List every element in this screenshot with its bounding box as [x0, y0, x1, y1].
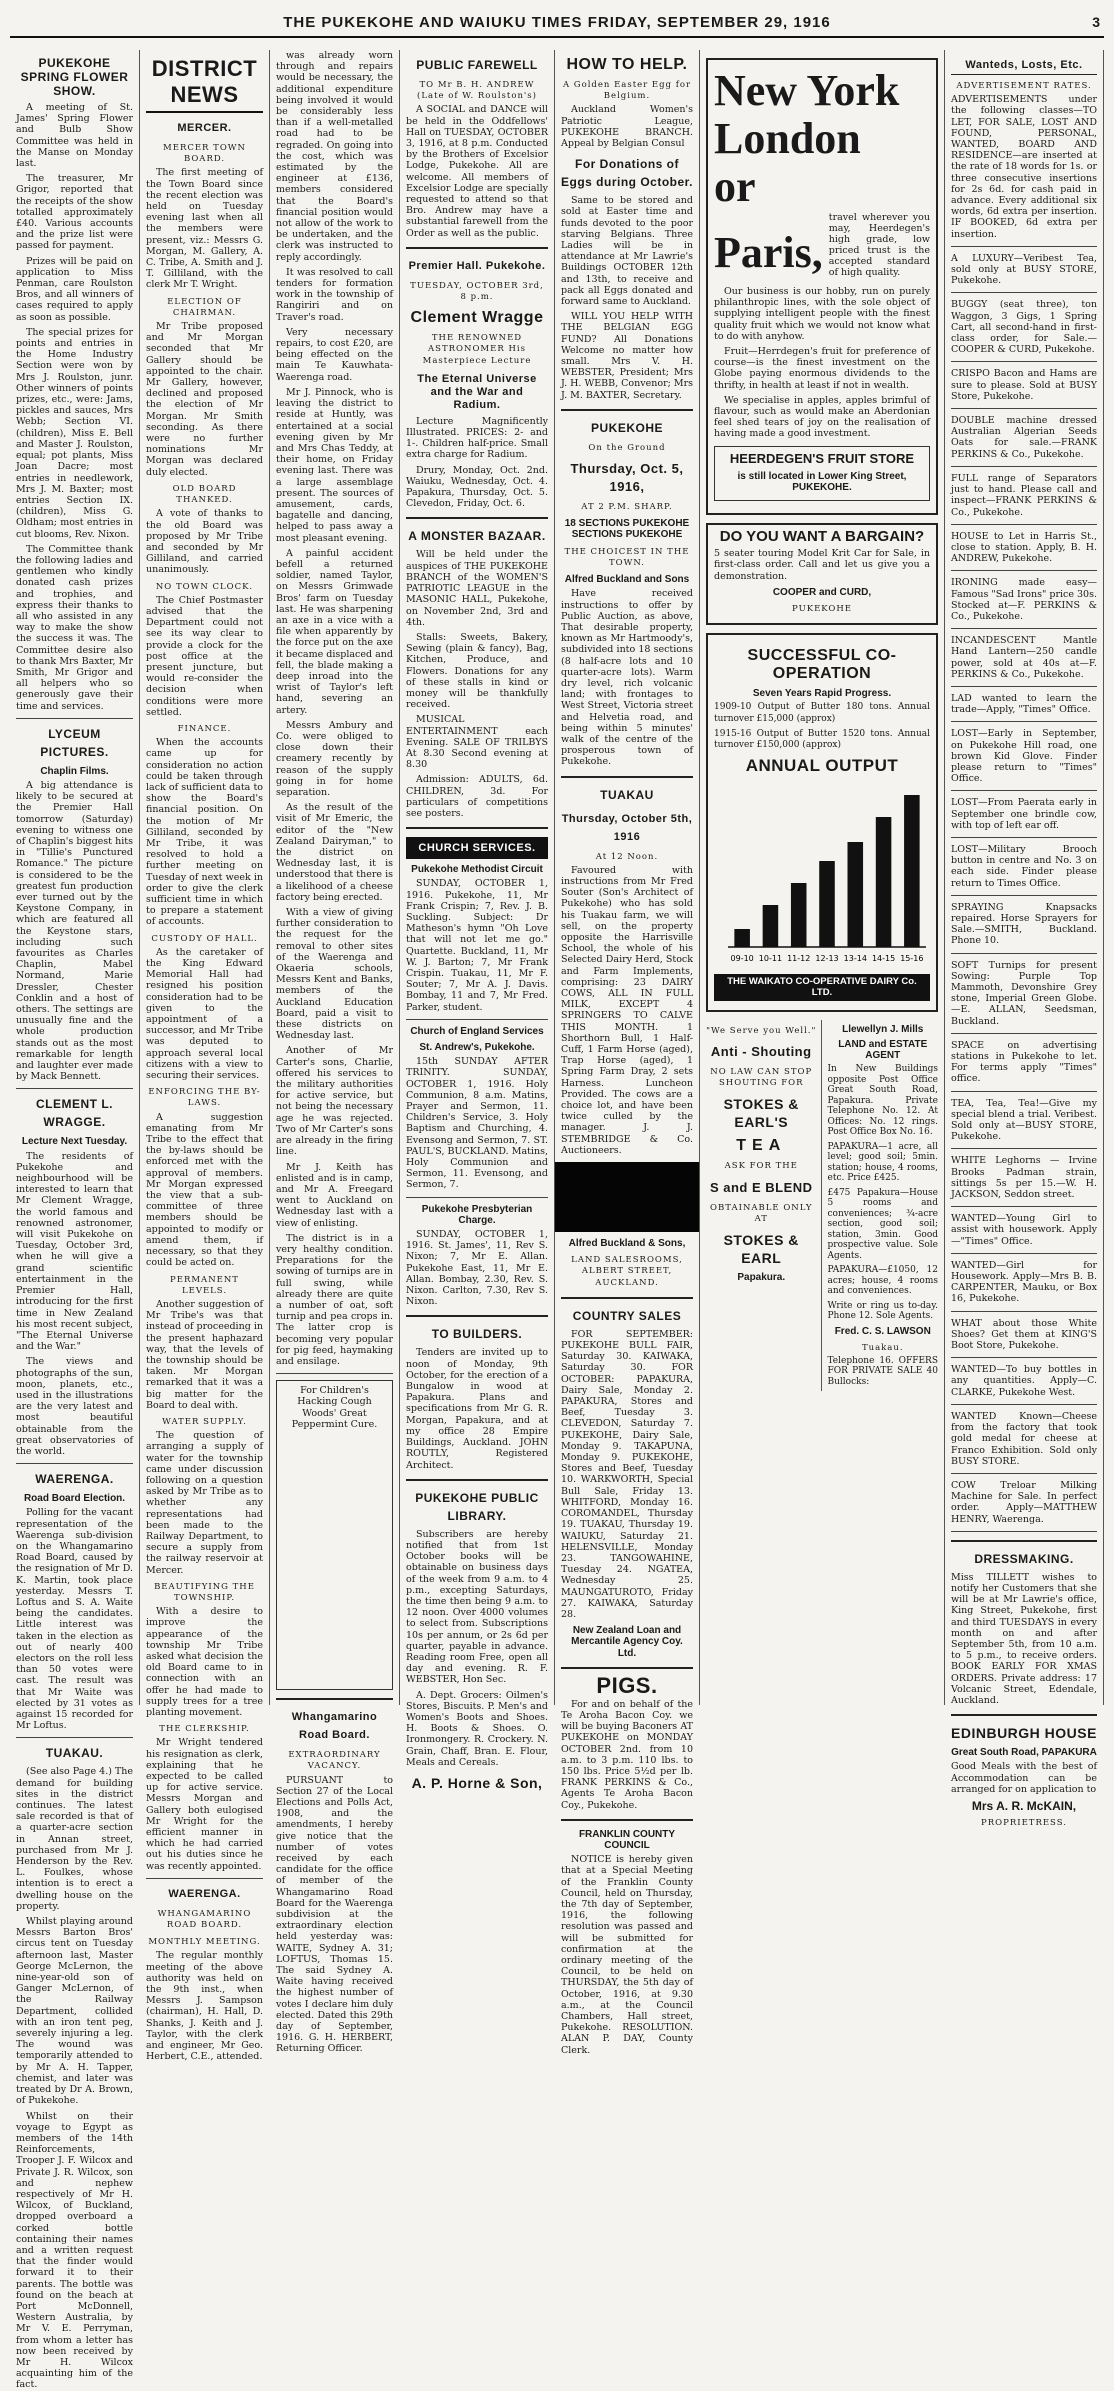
- annual-output-chart: [714, 779, 934, 969]
- headline: Thursday, October 5th, 1916: [561, 812, 693, 843]
- headline: PUKEKOHE SPRING FLOWER SHOW.: [20, 56, 129, 98]
- headline: PUBLIC FAREWELL: [416, 58, 538, 72]
- ad-text: Telephone 16. OFFERS FOR PRIVATE SALE 40 Bullocks:: [827, 1355, 938, 1387]
- bar-13-14: [848, 842, 864, 947]
- divider: [406, 247, 548, 249]
- tick-label: 09-10: [730, 954, 754, 964]
- classified-item: FULL range of Separators just to hand. Please call and inspect—FRANK PERKINS & Co., Pukekohe.: [951, 472, 1097, 518]
- subhead: Chaplin Films.: [40, 765, 109, 777]
- ad-peppermint-cure: [276, 1380, 393, 1690]
- divider: [276, 1698, 393, 1700]
- classified-item: SPRAYING Knapsacks repaired. Horse Sprayers for Sale.—SMITH, Buckland. Phone 10.: [951, 901, 1097, 947]
- paragraph: Whilst playing around Messrs Barton Bros' circus tent on Tuesday afternoon last, Master George McLernon, the nine-year-old son of Ganger McLernon, of the Railway Department, collided with an iron tent peg, severely injuring a leg. The wound was temporarily attended to by Mr A. H. Tapper, chemist, and later was treated by Dr A. Brown, of Pukekohe.: [16, 1916, 133, 2107]
- paris-row: [714, 212, 930, 278]
- paragraph: Mr Tribe proposed and Mr Morgan seconded that Mr Gallery should be appointed to the chair. Mr Gallery, however, declined and proposed the election of Mr Morgan. Mr Smith seconding. As there were no further nominations Mr Morgan was declared duly elected.: [146, 321, 263, 478]
- city-name: London: [714, 114, 861, 163]
- ad-text: OBTAINABLE ONLY AT: [710, 1202, 813, 1224]
- headline: Premier Hall. Pukekohe.: [408, 259, 546, 272]
- ad-text: Fruit—Herrdegen's fruit for preference of course—is the finest investment on the Globe paying enormous dividends to the thrifty, in health at least if not in wealth.: [714, 346, 930, 391]
- paragraph: Mr J. Pinnock, who is leaving the district to reside at Huntly, was entertained at a social evening given by Mr and Mrs Chas Teddy, at their home, on Friday evening last. There was a large assemblage present. The sources of amusement, cards, bagatelle and dancing, helped to pass away a most pleasant evening.: [276, 386, 393, 544]
- paragraph: A suggestion emanating from Mr Tribe to the effect that the by-laws should be enforced met with the approval of members. Mr Morgan expressed the view that a sub-committee of three members should be appointed to modify or amend them, if necessary, so that they could be acted on.: [146, 1111, 263, 1269]
- subhead: TO Mr B. H. ANDREW (Late of W. Roulston's): [417, 80, 537, 102]
- classified-item: COW Treloar Milking Machine for Sale. In perfect order. Apply—MATTHEW HENRY, Waerenga.: [951, 1479, 1097, 1525]
- classified-item: TEA, Tea, Tea!—Give my special blend a trial. Veribest. Sold only at—BUSY STORE, Pukekohe.: [951, 1097, 1097, 1143]
- paragraph: WILL YOU HELP WITH THE BELGIAN EGG FUND? All Donations Welcome no matter how small. Mrs V. H. WEBSTER, President; Mrs J. H. WEBB, Convenor; Mrs J. M. BAXTER, Secretary.: [561, 311, 693, 401]
- headline: WAERENGA.: [35, 1472, 114, 1487]
- subhead: A Golden Easter Egg for Belgium.: [562, 80, 692, 102]
- divider: [951, 1206, 1097, 1207]
- divider: [406, 827, 548, 829]
- divider: [561, 409, 693, 411]
- column-1: [10, 50, 140, 2391]
- paragraph: The views and photographs of the sun, moon, planets, etc., used in the illustrations are the very latest and most beautiful obtainable from the great observatories of the world.: [16, 1356, 133, 1457]
- subhead: WATER SUPPLY.: [162, 1416, 247, 1427]
- paragraph: A painful accident befell a returned soldier, named Taylor, on Messrs Grimwade Bros' farm on Tuesday last. He was sharpening an axe in a vice with a file when apparently by the force put on the axe it became displaced and fell, the blade making a deep inroad into the wrist of Taylor's left hand, severing an artery.: [276, 547, 393, 716]
- divider: [146, 1878, 263, 1879]
- paragraph: Very necessary repairs, to cost £20, are being effected on the main Te Kauwhata-Waerenga road.: [276, 326, 393, 383]
- ad-text: NO LAW CAN STOP SHOUTING FOR: [710, 1066, 813, 1089]
- city-name: or: [714, 162, 756, 211]
- divider: [561, 1297, 693, 1299]
- divider: [951, 466, 1097, 467]
- paragraph: The special prizes for points and entries in the Home Industry Section were won by Mrs J. Roulston, junr. Other winners of points prizes, etc., were: Jams, pickles and sauces, Mrs Webb; Section VI. (children), Miss E. Bell and Master J. Roulston, equal; pot plants, Miss Joan Dacre; most entries in needlework, Mrs J. M. Baxter; most entries Section IX. (children), Miss G. Oldham; most entries in cut blooms, Rev. Nixon.: [16, 326, 133, 540]
- subhead: New Zealand Loan and Mercantile Agency Coy. Ltd.: [571, 1625, 683, 1659]
- divider: [951, 1357, 1097, 1358]
- subhead: FINANCE.: [177, 723, 232, 734]
- classified-item: CRISPO Bacon and Hams are sure to please. Sold at BUSY Store, Pukekohe.: [951, 368, 1097, 402]
- divider: [561, 776, 693, 778]
- subhead: St. Andrew's, Pukekohe.: [419, 1042, 535, 1053]
- divider: [406, 517, 548, 519]
- section-title: DISTRICT NEWS: [146, 56, 263, 113]
- headline: CLEMENT L. WRAGGE.: [36, 1097, 113, 1130]
- headline: For Donations of Eggs during October.: [561, 157, 694, 190]
- column-4: [400, 50, 555, 1791]
- paragraph: The Chief Postmaster advised that the Department could not see its way clear to provide a clock for the post office at the present juncture, but would re-consider the decision when conditions were more settled.: [146, 594, 263, 718]
- classified-item: WANTED—Girl for Housework. Apply—Mrs B. B. CARPENTER, Mauku, or Box 16, Pukekohe.: [951, 1259, 1097, 1305]
- paragraph: Whilst on their voyage to Egypt as members of the 14th Reinforcements, Trooper J. F. Wilcox and Private J. R. Wilcox, son and nephew respectively of Mr H. Wilcox, of Buckland, dropped overboard a corked bottle containing their names and a written request that the finder would forward it to their parents. The bottle was found on the beach at Port McDonnell, Western Australia, by Mr V. E. Perryman, from whom a letter has now been received by Mr H. Wilcox acquainting him of the fact.: [16, 2110, 133, 2391]
- redacted-block: [555, 1162, 699, 1232]
- paragraph: Another of Mr Carter's sons, Charlie, offered his services to the military authorities for active service, but not being the necessary age he was rejected. Two of Mr Carter's sons are already in the firing line.: [276, 1045, 393, 1158]
- ad-title: S and E BLEND: [709, 1179, 813, 1195]
- divider: [951, 1404, 1097, 1405]
- headline: Clement Wragge: [410, 309, 544, 327]
- city-name: New York: [714, 66, 900, 115]
- subhead: NO TOWN CLOCK.: [155, 581, 254, 592]
- headline: PUKEKOHE PUBLIC LIBRARY.: [415, 1490, 539, 1523]
- column-6: [700, 50, 945, 1705]
- ad-text: "We Serve you Well.": [706, 1025, 817, 1036]
- paragraph: With a desire to improve the appearance of the township Mr Tribe asked what decision the old Board came to in connection with an offer he had made to supply trees for a tree planting movement.: [146, 1606, 263, 1719]
- tick-label: 12-13: [815, 954, 839, 964]
- ad-title: Anti - Shouting: [710, 1043, 812, 1059]
- subhead: 18 SECTIONS PUKEKOHE SECTIONS PUKEKOHE: [564, 518, 690, 541]
- ad-title: SUCCESSFUL CO-OPERATION: [747, 647, 897, 683]
- paragraph: SUNDAY, OCTOBER 1, 1916. St. James', 11, Rev S. Nixon; 7, Mr E. Allan. Pukekohe East, 11, Mr E. Allan. Bombay, 2.30, Rev. S. Nixon. Carlton, 7.30, Rev S. Nixon.: [406, 1229, 548, 1308]
- divider: [951, 408, 1097, 409]
- subhead: Alfred Buckland & Sons,: [568, 1238, 686, 1250]
- paragraph: MUSICAL ENTERTAINMENT each Evening. SALE OF TRILBYS At 8.30 Second evening at 8.30: [406, 714, 548, 771]
- divider: [16, 1737, 133, 1738]
- classified-item: HOUSE to Let in Harris St., close to station. Apply, B. H. ANDREW, Pukekohe.: [951, 530, 1097, 565]
- subhead: Great South Road, PAPAKURA: [951, 1747, 1097, 1759]
- paragraph: Admission: ADULTS, 6d. CHILDREN, 3d. For particulars of competitions see posters.: [406, 774, 548, 819]
- store-name: HEERDEGEN'S FRUIT STORE: [729, 450, 915, 466]
- bar-11-12: [791, 883, 807, 947]
- subhead: Lecture Next Tuesday.: [21, 1136, 128, 1148]
- subhead: AT 2 P.M. SHARP.: [581, 502, 673, 513]
- ad-text: 5 seater touring Model Krit Car for Sale, in first-class order. Call and let us give you a demonstration.: [714, 548, 930, 582]
- divider: [951, 1473, 1097, 1474]
- divider: [951, 686, 1097, 687]
- paragraph: SUNDAY, OCTOBER 1, 1916. Pukekohe, 11, Mr Frank Crispin; 7, Rev. J. B. Suckling. Subject: Dr Matheson's hymn "Oh Love that will not let me go." Quartette. Buckland, 11, Mr W. J. Barton; 7, Mr Frank Crispin. Tuakau, 11, Mr F. Souter; 7, Mr A. J. Davis. Bombay, 11 and 7, Mr Fred. Parker, student.: [406, 878, 548, 1013]
- headline: HOW TO HELP.: [566, 56, 688, 73]
- subhead: PERMANENT LEVELS.: [170, 1274, 239, 1296]
- paragraph: As the caretaker of the King Edward Memorial Hall had resigned his position consideration had to be given to the appointment of a successor, and Mr Tribe was deputed to approach several local citizens with a view to securing their services.: [146, 946, 263, 1082]
- divider: [406, 1197, 548, 1198]
- classified-item: WANTED Known—Cheese from the factory that took gold medal for cheese at Franco Exhibition. Sold only BUSY STORE.: [951, 1410, 1097, 1467]
- headline: A MONSTER BAZAAR.: [408, 529, 546, 544]
- tick-label: 13-14: [843, 954, 867, 964]
- classified-item: WHAT about those White Shoes? Get them at KING'S Boot Store, Pukekohe.: [951, 1317, 1097, 1352]
- ad-title: STOKES & EARL: [723, 1231, 799, 1266]
- ad-title: Llewellyn J. Mills: [842, 1023, 924, 1035]
- ad-advertiser: COOPER and CURD,: [772, 586, 872, 598]
- classified-item: WHITE Leghorns — Irvine Brooks Padman strain, sittings 5s per 15.—W. H. JACKSON, Seddon street.: [951, 1155, 1097, 1201]
- ad-subtitle: Seven Years Rapid Progress.: [752, 688, 892, 700]
- paragraph: Good Meals with the best of Accommodation can be arranged for on application to: [951, 1761, 1097, 1795]
- subhead: ADVERTISEMENT RATES.: [956, 81, 1092, 91]
- divider: [951, 837, 1097, 838]
- paragraph: Mr Wright tendered his resignation as clerk, explaining that he expected to be called up for active service. Messrs Morgan and Gallery both eulogised Mr Wright for the efficient manner in which he had carried out his duties since he was recently appointed.: [146, 1737, 263, 1872]
- subhead: Pukekohe Presbyterian Charge.: [421, 1203, 533, 1226]
- divider: [951, 953, 1097, 954]
- paragraph: Same to be stored and sold at Easter time and funds devoted to the poor starving Belgians. Three Ladies will be in attendance at Mr Lawrie's Buildings OCTOBER 12th and 13th, to receive and pack all Eggs donated and forward same to Auckland.: [561, 195, 693, 308]
- bargain-ad: [706, 523, 938, 625]
- paragraph: For and on behalf of the Te Aroha Bacon Coy. we will be buying Baconers AT PUKEKOHE on MONDAY OCTOBER 2nd. from 10 a.m. to 3 p.m. 110 lbs. to 150 lbs. Price 5½d per lb. FRANK PERKINS & Co., Agents Te Aroha Bacon Coy., Pukekohe.: [561, 1698, 693, 1811]
- paragraph: Drury, Monday, Oct. 2nd. Waiuku, Wednesday, Oct. 4. Papakura, Thursday, Oct. 5. Clevedon, Friday, Oct. 6.: [406, 464, 548, 510]
- paragraph: A vote of thanks to the old Board was proposed by Mr Tribe and seconded by Mr Gilliland, and carried unanimously.: [146, 508, 263, 576]
- column-5: [555, 50, 700, 2056]
- divider: [951, 1148, 1097, 1149]
- bar-14-15: [876, 817, 892, 947]
- paragraph: Will be held under the auspices of THE PUKEKOHE BRANCH of the WOMEN'S PATRIOTIC LEAGUE in the MASONIC HALL, Pukekohe, on November 2nd, 3rd and 4th.: [406, 549, 548, 628]
- mills-ad: [828, 1020, 939, 1392]
- divider: [406, 1315, 548, 1317]
- heerdegen-ad: [706, 58, 938, 515]
- divider: [951, 1311, 1097, 1312]
- paragraph: PURSUANT to Section 27 of the Local Elections and Polls Act, 1908, and the amendments, I hereby give notice that the number of votes received by each candidate for the office of member of the Whangamarino Road Board for the Waerenga subdivision at the extraordinary election held yesterday was: WAITE, Sydney A. 31; LOFTUS, Thomas 15. The said Sydney A. Waite having received the highest number of votes I declare him duly elected. Dated this 29th day of September, 1916. G. H. HERBERT, Returning Officer.: [276, 1774, 393, 2055]
- divider: [16, 1463, 133, 1464]
- paragraph: A. Dept. Grocers: Oilmen's Stores, Biscuits. P. Men's and Women's Boots and Shoes. H. Boots & Shoes. O. Ironmongery. R. Crockery. N. Grain, Chaff, Bran. E. Flour, Meals and Cereals.: [406, 1689, 548, 1768]
- ad-text: PAPAKURA—£1050, 12 acres; house, 4 rooms and conveniences.: [827, 1265, 938, 1297]
- paragraph: When the accounts came up for consideration no action could be taken through lack of sufficient data to show the Board's financial position. On the motion of Mr Gilliland, seconded by Mr Tribe, it was resolved to hold a further meeting on Tuesday of next week in order to give the clerk sufficient time in which to prepare a statement of accounts.: [146, 737, 263, 928]
- tick-label: 15-16: [900, 954, 924, 964]
- paragraph: NOTICE is hereby given that at a Special Meeting of the Franklin County Council, held on Thursday, the 7th day of September, 1916, the following resolution was passed and will be submitted for confirmation at the ordinary meeting of the Council, to be held on THURSDAY, the 5th day of October, 1916, at 9.30 a.m., at the Council Chambers, Hall street, Pukekohe. RESOLUTION. ALAN P. DAY, County Clerk.: [561, 1854, 693, 2056]
- divider: [16, 718, 133, 719]
- paragraph: A meeting of St. James' Spring Flower and Bulb Show Committee was held in the Manse on Monday last.: [16, 102, 133, 170]
- classified-item: LOST—Early in September, on Pukekohe Hill road, one brown Kid Glove. Finder please return to "Times" Office.: [951, 728, 1097, 785]
- headline: EDINBURGH HOUSE: [951, 1725, 1097, 1742]
- paragraph: The residents of Pukekohe and neighbourhood will be interested to learn that Mr Clement Wragge, the world famous and renowned astronomer, will visit Pukekohe on Tuesday, October 3rd, when he will give a grand scientific entertainment in the Premier Hall, introducing for the first time in New Zealand his most recent subject, "The Eternal Universe and the War.": [16, 1150, 133, 1353]
- paragraph: Subscribers are hereby notified that from 1st October books will be obtainable on business days of the week from 9 a.m. to 4 p.m., excepting Saturdays, the time then being 9 a.m. to 12 noon. Over 4000 volumes to select from. Subscriptions 10s per annum, or 2s 6d per quarter, payable in advance. Reading room Free, open all day and evening. R. F. WEBSTER, Hon Sec.: [406, 1528, 548, 1686]
- ad-title: Fred. C. S. LAWSON: [834, 1325, 931, 1337]
- subhead: MONTHLY MEETING.: [148, 1937, 261, 1948]
- paragraph: (See also Page 4.) The demand for building sites in the district continues. The latest sale recorded is that of a quarter-acre section in Annan street, purchased from Mr J. Henderson by the Rev. L. Foulkes, whose intention is to erect a dwelling house on the property.: [16, 1766, 134, 1912]
- subhead: THE CLERKSHIP.: [159, 1724, 250, 1735]
- paragraph: As the result of the visit of Mr Emeric, the editor of the "New Zealand Dairyman," to the district on Wednesday last, it is understood that there is a likelihood of a cheese factory being erected.: [276, 802, 393, 903]
- divider: [406, 1479, 548, 1481]
- subhead: PROPRIETRESS.: [981, 1818, 1067, 1829]
- paragraph: It was resolved to call tenders for formation work in the township of Rangiriri and on Traver's road.: [276, 266, 393, 323]
- divider: [406, 1019, 548, 1020]
- ad-title: TEA: [736, 1137, 787, 1155]
- classified-item: BUGGY (seat three), ton Waggon, 3 Gigs, 1 Spring Cart, all second-hand in first-class order, for Sale.—COOPER & CURD, Pukekohe.: [951, 299, 1097, 356]
- divider: [276, 1373, 393, 1374]
- ad-text: 1915-16 Output of Butter 1520 tons. Annual turnover £150,000 (approx): [714, 728, 930, 751]
- classified-item: A LUXURY—Veribest Tea, sold only at BUSY STORE, Pukekohe.: [951, 252, 1097, 287]
- divider: [951, 1033, 1097, 1034]
- classified-item: LAD wanted to learn the trade—Apply, "Times" Office.: [951, 692, 1097, 716]
- subhead: Church of England Services: [410, 1025, 544, 1037]
- ad-text: PAPAKURA—1 acre, all level; good soil; 5min. station; house, 4 rooms, etc. Price £425.: [827, 1141, 938, 1184]
- ad-text: In New Buildings opposite Post Office Great South Road, Papakura. Private Telephone No. 12. At Offices: No. 12 rings. Post Office Box No. 16.: [827, 1064, 938, 1138]
- headline: MERCER.: [177, 122, 232, 134]
- paragraph: Another suggestion of Mr Tribe's was that instead of proceeding in the present haphazard way, that the levels of the township should be taken. Mr Morgan remarked that it was a big matter for the Board to deal with.: [146, 1298, 263, 1411]
- divider: [951, 570, 1097, 571]
- ad-text: travel wherever you may, Heerdegen's high grade, low priced trust is the accepted standard of high quality.: [828, 212, 930, 278]
- subhead: ELECTION OF CHAIRMAN.: [167, 296, 242, 318]
- paragraph: With a view of giving further consideration to the request for the removal to other sites of the Waerenga and Okaeria schools, Messrs Kent and Banks, members of the Auckland Education Board, paid a visit to these districts on Wednesday last.: [276, 907, 393, 1042]
- paragraph: Miss TILLETT wishes to notify her Customers that she will be at Mr Lawrie's office, King Street, Pukekohe, first and third TUESDAYS in every month on and after September 5th, from 10 a.m. to 5 p.m., to receive orders. BOOK EARLY FOR XMAS ORDERS. Private address: 17 Volcanic Street, Edendale, Auckland.: [951, 1571, 1097, 1706]
- ad-subtitle: LAND and ESTATE AGENT: [838, 1039, 928, 1061]
- subhead: Road Board Election.: [23, 1493, 126, 1505]
- divider: [951, 1714, 1097, 1716]
- divider: [951, 361, 1097, 362]
- divider: [951, 1540, 1097, 1542]
- ad-location: PUKEKOHE: [792, 604, 852, 615]
- column-3: [270, 50, 400, 2055]
- subhead: EXTRAORDINARY VACANCY.: [288, 1750, 381, 1772]
- paragraph: Lecture Magnificently Illustrated. PRICES: 2- and 1-. Children half-price. Small extra charge for Radium.: [406, 415, 548, 461]
- paragraph: The district is in a very healthy condition. Preparations for the sowing of turnips are in full swing, while already there are quite a number of oat, soft turnip and pea crops in. The latter crop is becoming very popular for pig feed, haymaking and ensilage.: [276, 1232, 393, 1367]
- subhead: FRANKLIN COUNTY COUNCIL: [578, 1828, 676, 1851]
- paragraph: Have received instructions to offer by Public Auction, as above, That desirable property, known as Mr Hartmoody's, subdivided into 18 sections (8 half-acre lots and 10 quarter-acre lots). Warm dry level, rich volcanic land; with frontages to West Street, Victoria street and Helvetia road, and being within 5 minutes' walk of the centre of the prosperous town of Pukekohe.: [561, 588, 693, 768]
- ad-title: STOKES & EARL'S: [723, 1096, 799, 1131]
- paragraph: A SOCIAL and DANCE will be held in the Oddfellows' Hall on TUESDAY, OCTOBER 3, 1916, at 8 p.m. Conducted by the Brothers of Excelsior Lodge, Pukekohe. All are welcome. All members of Excelsior Lodge are specially requested to attend so that Bro. Andrew may have a substantial farewell from the Order as well as the public.: [406, 104, 548, 239]
- chart-title: ANNUAL OUTPUT: [745, 756, 899, 776]
- subhead: MERCER TOWN BOARD.: [163, 143, 246, 165]
- section-title: Wanteds, Losts, Etc.: [951, 56, 1097, 75]
- paragraph: The regular monthly meeting of the above authority was held on the 9th inst., when Messrs J. Sampson (chairman), H. Hall, D. Shanks, J. Keith and J. Taylor, with the clerk and engineer, Mr Geo. Herbert, C.E., attended.: [146, 1950, 263, 2063]
- masthead-title: THE PUKEKOHE AND WAIUKU TIMES FRIDAY, SEPTEMBER 29, 1916: [283, 14, 831, 31]
- bar-10-11: [763, 905, 779, 947]
- headline: Whangamarino Road Board.: [291, 1711, 378, 1742]
- store-box: [714, 446, 930, 501]
- tick-label: 14-15: [871, 954, 896, 964]
- subhead: Pukekohe Methodist Circuit: [411, 864, 543, 876]
- classified-item: SPACE on advertising stations in Pukekohe to let. For terms apply "Times" office.: [951, 1039, 1097, 1085]
- headline: A. P. Horne & Son,: [411, 1774, 543, 1791]
- tick-label: 10-11: [758, 954, 783, 964]
- headline: TO BUILDERS.: [431, 1327, 523, 1342]
- divider: [951, 1253, 1097, 1254]
- ad-text: ASK FOR THE: [724, 1161, 798, 1172]
- headline: TUAKAU: [600, 787, 654, 802]
- chart-footer: THE WAIKATO CO-OPERATIVE DAIRY Co. LTD.: [714, 974, 930, 1000]
- paragraph: Prizes will be paid on application to Miss Penman, care Roulston Bros, and all winners of cases required to apply as soon as possible.: [16, 255, 133, 323]
- subhead: Alfred Buckland and Sons: [564, 574, 690, 586]
- paragraph: 15th SUNDAY AFTER TRINITY. SUNDAY, OCTOBER 1, 1916. Holy Communion, 8 a.m. Matins, Prayer and Sermon, 11. Children's Service, 3. Holy Baptism and Churching, 4. Evensong and Sermon, 7. ST. PAUL'S, BUCKLAND. Matins, Holy Communion and Sermon, 11. Evensong, and Sermon, 7.: [406, 1056, 548, 1191]
- ad-location: Tuakau.: [861, 1343, 904, 1354]
- subhead: ENFORCING THE BY-LAWS.: [148, 1087, 261, 1109]
- classified-item: WANTED—Young Girl to assist with housework. Apply—"Times" Office.: [951, 1213, 1097, 1247]
- ad-text: £475 Papakura—House 5 rooms and conveniences; ¾-acre section, good soil; station, 3min. Good prospective value. Sole Agents.: [827, 1187, 938, 1261]
- headline: TUAKAU.: [45, 1746, 104, 1761]
- paragraph: Tenders are invited up to noon of Monday, 9th October, for the erection of a Bungalow in wood at Papakura. Plans and specifications from Mr G. R. Morgan, Papakura, and at my office 28 Empire Buildings, Auckland. JOHN ROUTLY, Registered Architect.: [406, 1347, 548, 1471]
- classified-item: DOUBLE machine dressed Australian Algerian Seeds Oats for sale.—FRANK PERKINS & Co., Pukekohe.: [951, 415, 1097, 460]
- divider: [951, 246, 1097, 247]
- paragraph: The treasurer, Mr Grigor, reported that the receipts of the show totalled approximately £40. Various accounts and the prize list were passed for payment.: [16, 173, 133, 252]
- paragraph: The first meeting of the Town Board since the recent election was held on Tuesday evening last when all the members were present, viz.: Messrs G. Morgan, M. Gallery, A. C. Tribe, A. Smith and J. T. Gilliland, with the clerk Mr T. Wright.: [146, 167, 263, 291]
- masthead: [10, 8, 1104, 38]
- paragraph: Messrs Ambury and Co. were obliged to close down their creamery recently by reason of the supply going in for home separation.: [276, 719, 393, 798]
- column-2: [140, 50, 270, 2063]
- paragraph: ADVERTISEMENTS under the following classes—TO LET, FOR SALE, LOST AND FOUND, PERSONAL, WANTED, BOARD AND RESIDENCE—are inserted at the rate of 18 words for 1s. or three consecutive insertions for 2s 6d. for cash paid in advance. Every additional six words, 6d extra per insertion. IF BOOKED, 6d extra per insertion.: [951, 94, 1097, 240]
- paragraph: was already worn through and repairs would be necessary, the additional expenditure being involved it would be considerably less than if a well-metalled road had to be regraded. On going into the cost, which was estimated by the engineer at £136, members considered that the Board's financial position would not allow of the work to be undertaken, and the clerk was instructed to reply accordingly.: [276, 50, 393, 263]
- column-7: [945, 50, 1104, 1829]
- subhead: WHANGAMARINO ROAD BOARD.: [157, 1908, 252, 1931]
- classified-list: [951, 253, 1097, 1532]
- tick-label: 11-12: [787, 954, 811, 964]
- ad-title: DO YOU WANT A BARGAIN?: [719, 528, 925, 546]
- divider: [951, 1531, 1097, 1532]
- subhead: OLD BOARD THANKED.: [172, 483, 237, 506]
- divider: [951, 524, 1097, 525]
- divider: [951, 790, 1097, 791]
- paragraph: FOR SEPTEMBER: PUKEKOHE BULL FAIR, Saturday 30. KAIWAKA, Saturday 30. FOR OCTOBER: PAPAKURA, Dairy Sale, Monday 2. PAPAKURA, Stores and Beef, Tuesday 3. CLEVEDON, Saturday 7. PUKEKOHE, Dairy Sale, Monday 9. TAKAPUNA, Monday 9. PUKEKOHE, Stores and Beef, Tuesday 10. WARKWORTH, Special Bull Sale, Friday 13. WHITFORD, Monday 16. COROMANDEL, Thursday 19. TUAKAU, Thursday 19. WAIUKU, Saturday 21. HELENSVILLE, Monday 23. TANGOWAHINE, Tuesday 24. NGATEA, Wednesday 25. MAUNGATUROTO, Friday 27. KAIWAKA, Saturday 28.: [561, 1328, 693, 1620]
- subhead: BEAUTIFYING THE TOWNSHIP.: [154, 1581, 255, 1603]
- divider: [951, 895, 1097, 896]
- headline: DRESSMAKING.: [974, 1551, 1074, 1566]
- waikato-dairy-ad: [706, 633, 938, 1011]
- paragraph: Favoured with instructions from Mr Fred Souter (Son's Architect of Pukekohe) who has sold his Tuakau farm, we will sell, on the property opposite the Harrisville School, the whole of his Selected Dairy Herd, Stock and Farm Implements, comprising: 23 DAIRY COWS, ALL IN FULL MILK, EXCEPT 4 SPRINGERS TO CALVE THIS MONTH. 1 Shorthorn Bull, 1 Half-Cuff, 1 Farm Horse (aged), Trap Horse (aged), 1 Spring Farm Dray, 2 sets Harness. Luncheon Provided. The cows are a choice lot, and have been twice culled by the manager. J. J. STEMBRIDGE & Co. Auctioneers.: [561, 864, 693, 1156]
- subhead: On the Ground: [588, 442, 666, 453]
- bar-09-10: [734, 929, 750, 947]
- bar-15-16: [904, 795, 920, 947]
- classified-item: SOFT Turnips for present Sowing: Purple Top Mammoth, Devonshire Grey stone, Imperial Green Globe.—E. ALLAN, Seedsman, Buckland.: [951, 959, 1097, 1027]
- divider: [951, 721, 1097, 722]
- subhead: THE CHOICEST IN THE TOWN.: [564, 546, 690, 568]
- subhead: CUSTODY OF HALL.: [151, 933, 258, 944]
- headline: COUNTRY SALES: [572, 1308, 682, 1323]
- subhead: LAND SALESROOMS, ALBERT STREET, AUCKLAND.: [571, 1255, 683, 1288]
- headline: CHURCH SERVICES.: [406, 837, 548, 859]
- page-number: 3: [1092, 14, 1100, 30]
- bar-12-13: [819, 861, 835, 947]
- divider: [951, 628, 1097, 629]
- divider: [561, 1667, 693, 1669]
- divider: [951, 1091, 1097, 1092]
- headline: PUKEKOHE: [590, 420, 663, 435]
- stokes-earl-ad: [706, 1020, 822, 1392]
- classified-item: INCANDESCENT Mantle Hand Lantern—250 candle power, sold at 40s at—F. PERKINS & Co., Pukekohe.: [951, 635, 1097, 680]
- headline: Thursday, Oct. 5, 1916,: [570, 461, 684, 495]
- divider: [561, 1819, 693, 1821]
- headline: LYCEUM PICTURES.: [40, 726, 109, 759]
- classified-item: LOST—From Paerata early in September one brindle cow, with top of left ear off.: [951, 797, 1097, 831]
- divider: [951, 292, 1097, 293]
- city-name: Paris,: [714, 228, 823, 277]
- ad-text: We specialise in apples, apples brimful of flavour, such as would make an Aberdonian feel shed tears of joy on the realisation of having made a good investment.: [714, 394, 930, 440]
- headline: The Eternal Universe and the War and Radium.: [417, 372, 537, 411]
- ad-text: 1909-10 Output of Butter 180 tons. Annual turnover £15,000 (approx): [714, 702, 930, 724]
- headline: PIGS.: [596, 1672, 658, 1698]
- bottom-ads-row: [706, 1020, 938, 1392]
- classified-item: WANTED—To buy bottles in any quantities. Apply—C. CLARKE, Pukekohe West.: [951, 1364, 1097, 1398]
- ad-location: Papakura.: [737, 1271, 786, 1283]
- subhead: Mrs A. R. McKAIN,: [971, 1798, 1077, 1813]
- classified-item: LOST—Military Brooch button in centre and No. 3 on each side. Finder please return to Times Office.: [951, 843, 1097, 889]
- paragraph: Stalls: Sweets, Bakery, Sewing (plain & fancy), Bag, Kitchen, Produce, and Flowers. Donations for any of these stalls in kind or money will be thankfully received.: [406, 631, 548, 711]
- classified-item: IRONING made easy—Famous "Sad Irons" price 30s. Stocked at—F. PERKINS & Co., Pukekohe.: [951, 577, 1097, 622]
- paragraph: The Committee thank the following ladies and gentlemen who kindly donated cash prizes and trophies, and express their thanks to all who assisted in any way to make the show the success it was. The Committee desire also to thank Mrs Baxter, Mr Smith, Mr Grigor and all helpers who so generously gave their time and services.: [16, 543, 133, 712]
- ad-text: Write or ring us to-day. Phone 12. Sole Agents.: [827, 1300, 938, 1322]
- paragraph: Mr J. Keith has enlisted and is in camp, and Mr A. Freegard went to Auckland on Wednesday last with a view of enlisting.: [276, 1161, 393, 1229]
- store-location: is still located in Lower King Street, PUKEKOHE.: [737, 470, 907, 493]
- ad-text: Our business is our hobby, run on purely philanthropic lines, with the sole object of supplying intelligent people with the finest quality fruit which we would not know what to do with anyhow.: [714, 286, 930, 342]
- paragraph: The question of arranging a supply of water for the township came under discussion following on a question asked by Mr Tribe as to whether any representations had been made to the Railway Department, to secure a supply from the railway reservoir at Mercer.: [146, 1430, 263, 1576]
- paragraph: Polling for the vacant representation of the Waerenga sub-division on the Whangamarino Road Board, caused by the resignation of Mr D. K. Martin, took place yesterday. Messrs T. Loftus and S. A. Waite being the candidates. Little interest was taken in the election as out of nearly 400 electors on the roll less than 50 votes were cast. The result was that Mr Waite was elected by 31 votes as against 15 recorded for Mr Loftus.: [16, 1507, 133, 1732]
- paragraph: Auckland Women's Patriotic League, PUKEKOHE BRANCH. Appeal by Belgian Consul: [561, 104, 693, 150]
- divider: [16, 1088, 133, 1089]
- subhead: At 12 Noon.: [595, 851, 659, 862]
- subhead: THE RENOWNED ASTRONOMER His Masterpiece Lecture: [422, 333, 532, 366]
- paragraph: A big attendance is likely to be secured at the Premier Hall tomorrow (Saturday) evening to witness one of Chaplin's biggest hits in "Tillie's Punctured Romance." The picture is considered to be the greatest fun production ever turned out by the Keystone Company, in which are featured all the Keystone stars, including such favourites as Charles Chaplin, Mabel Normand, Marie Dressler, Chester Conklin and a host of others. The settings are unusually fine and the whole production stands out as the most remarkable for length and laughter ever made by Mack Bennett.: [16, 779, 133, 1083]
- subhead: TUESDAY, OCTOBER 3rd, 8 p.m.: [410, 280, 544, 303]
- headline: WAERENGA.: [168, 1887, 241, 1900]
- ad-text: For Children's Hacking Cough Woods' Great Peppermint Cure.: [291, 1385, 378, 1430]
